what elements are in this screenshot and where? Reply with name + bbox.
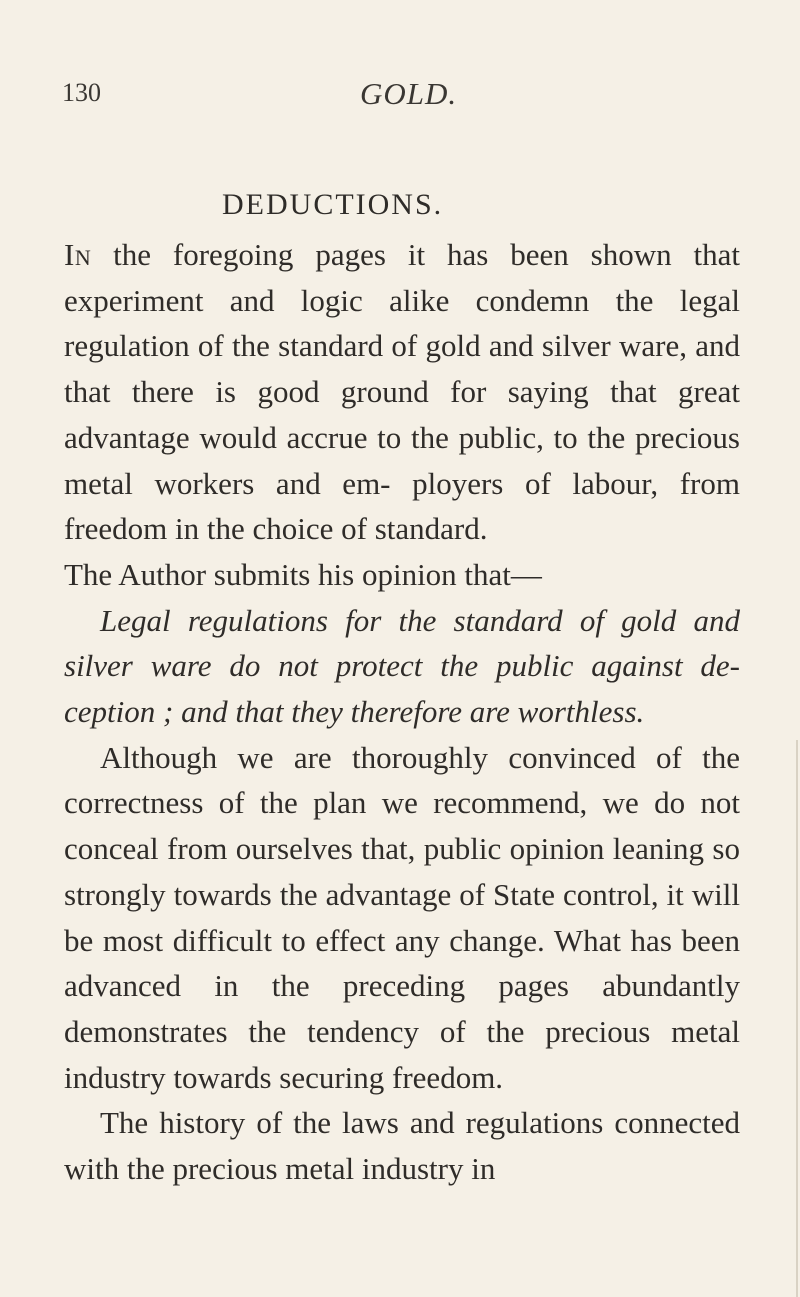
paragraph-first-word: In bbox=[64, 237, 92, 272]
section-title: DEDUCTIONS. bbox=[222, 188, 444, 221]
paragraph-author-opinion: The Author submits his opinion that— bbox=[64, 556, 542, 592]
paragraph-text: the foregoing pages it has been shown that experiment and logic alike condemn the legal regulation of the standard of gold and silver ware, and that there is good ground for saying that great advantage would accrue to the public, to the precious metal workers and em- ployers of labour, from freedom in the choice of standard. bbox=[64, 237, 740, 547]
paragraph-foregoing bbox=[64, 232, 740, 552]
running-head: GOLD. bbox=[360, 76, 458, 111]
paragraph-although: Although we are thoroughly convinced of the correctness of the plan we recommend, we do not conceal from ourselves that, public opinion leaning so strongly towards the advantage of State control, it will be most difficult to effect any change. What has been advanced in the preceding pages abundantly demonstrates the tendency of the precious metal industry towards securing freedom. bbox=[64, 739, 740, 1095]
page-edge-shadow bbox=[796, 740, 798, 1297]
page-number: 130 bbox=[62, 78, 101, 107]
body-text bbox=[64, 232, 740, 1192]
paragraph-history: The history of the laws and regulations connected with the precious metal industry in bbox=[64, 1105, 740, 1187]
paragraph-conclusion: Legal regulations for the standard of gold and silver ware do not protect the public against de- ception ; and that they therefore are worthless. bbox=[64, 602, 740, 730]
